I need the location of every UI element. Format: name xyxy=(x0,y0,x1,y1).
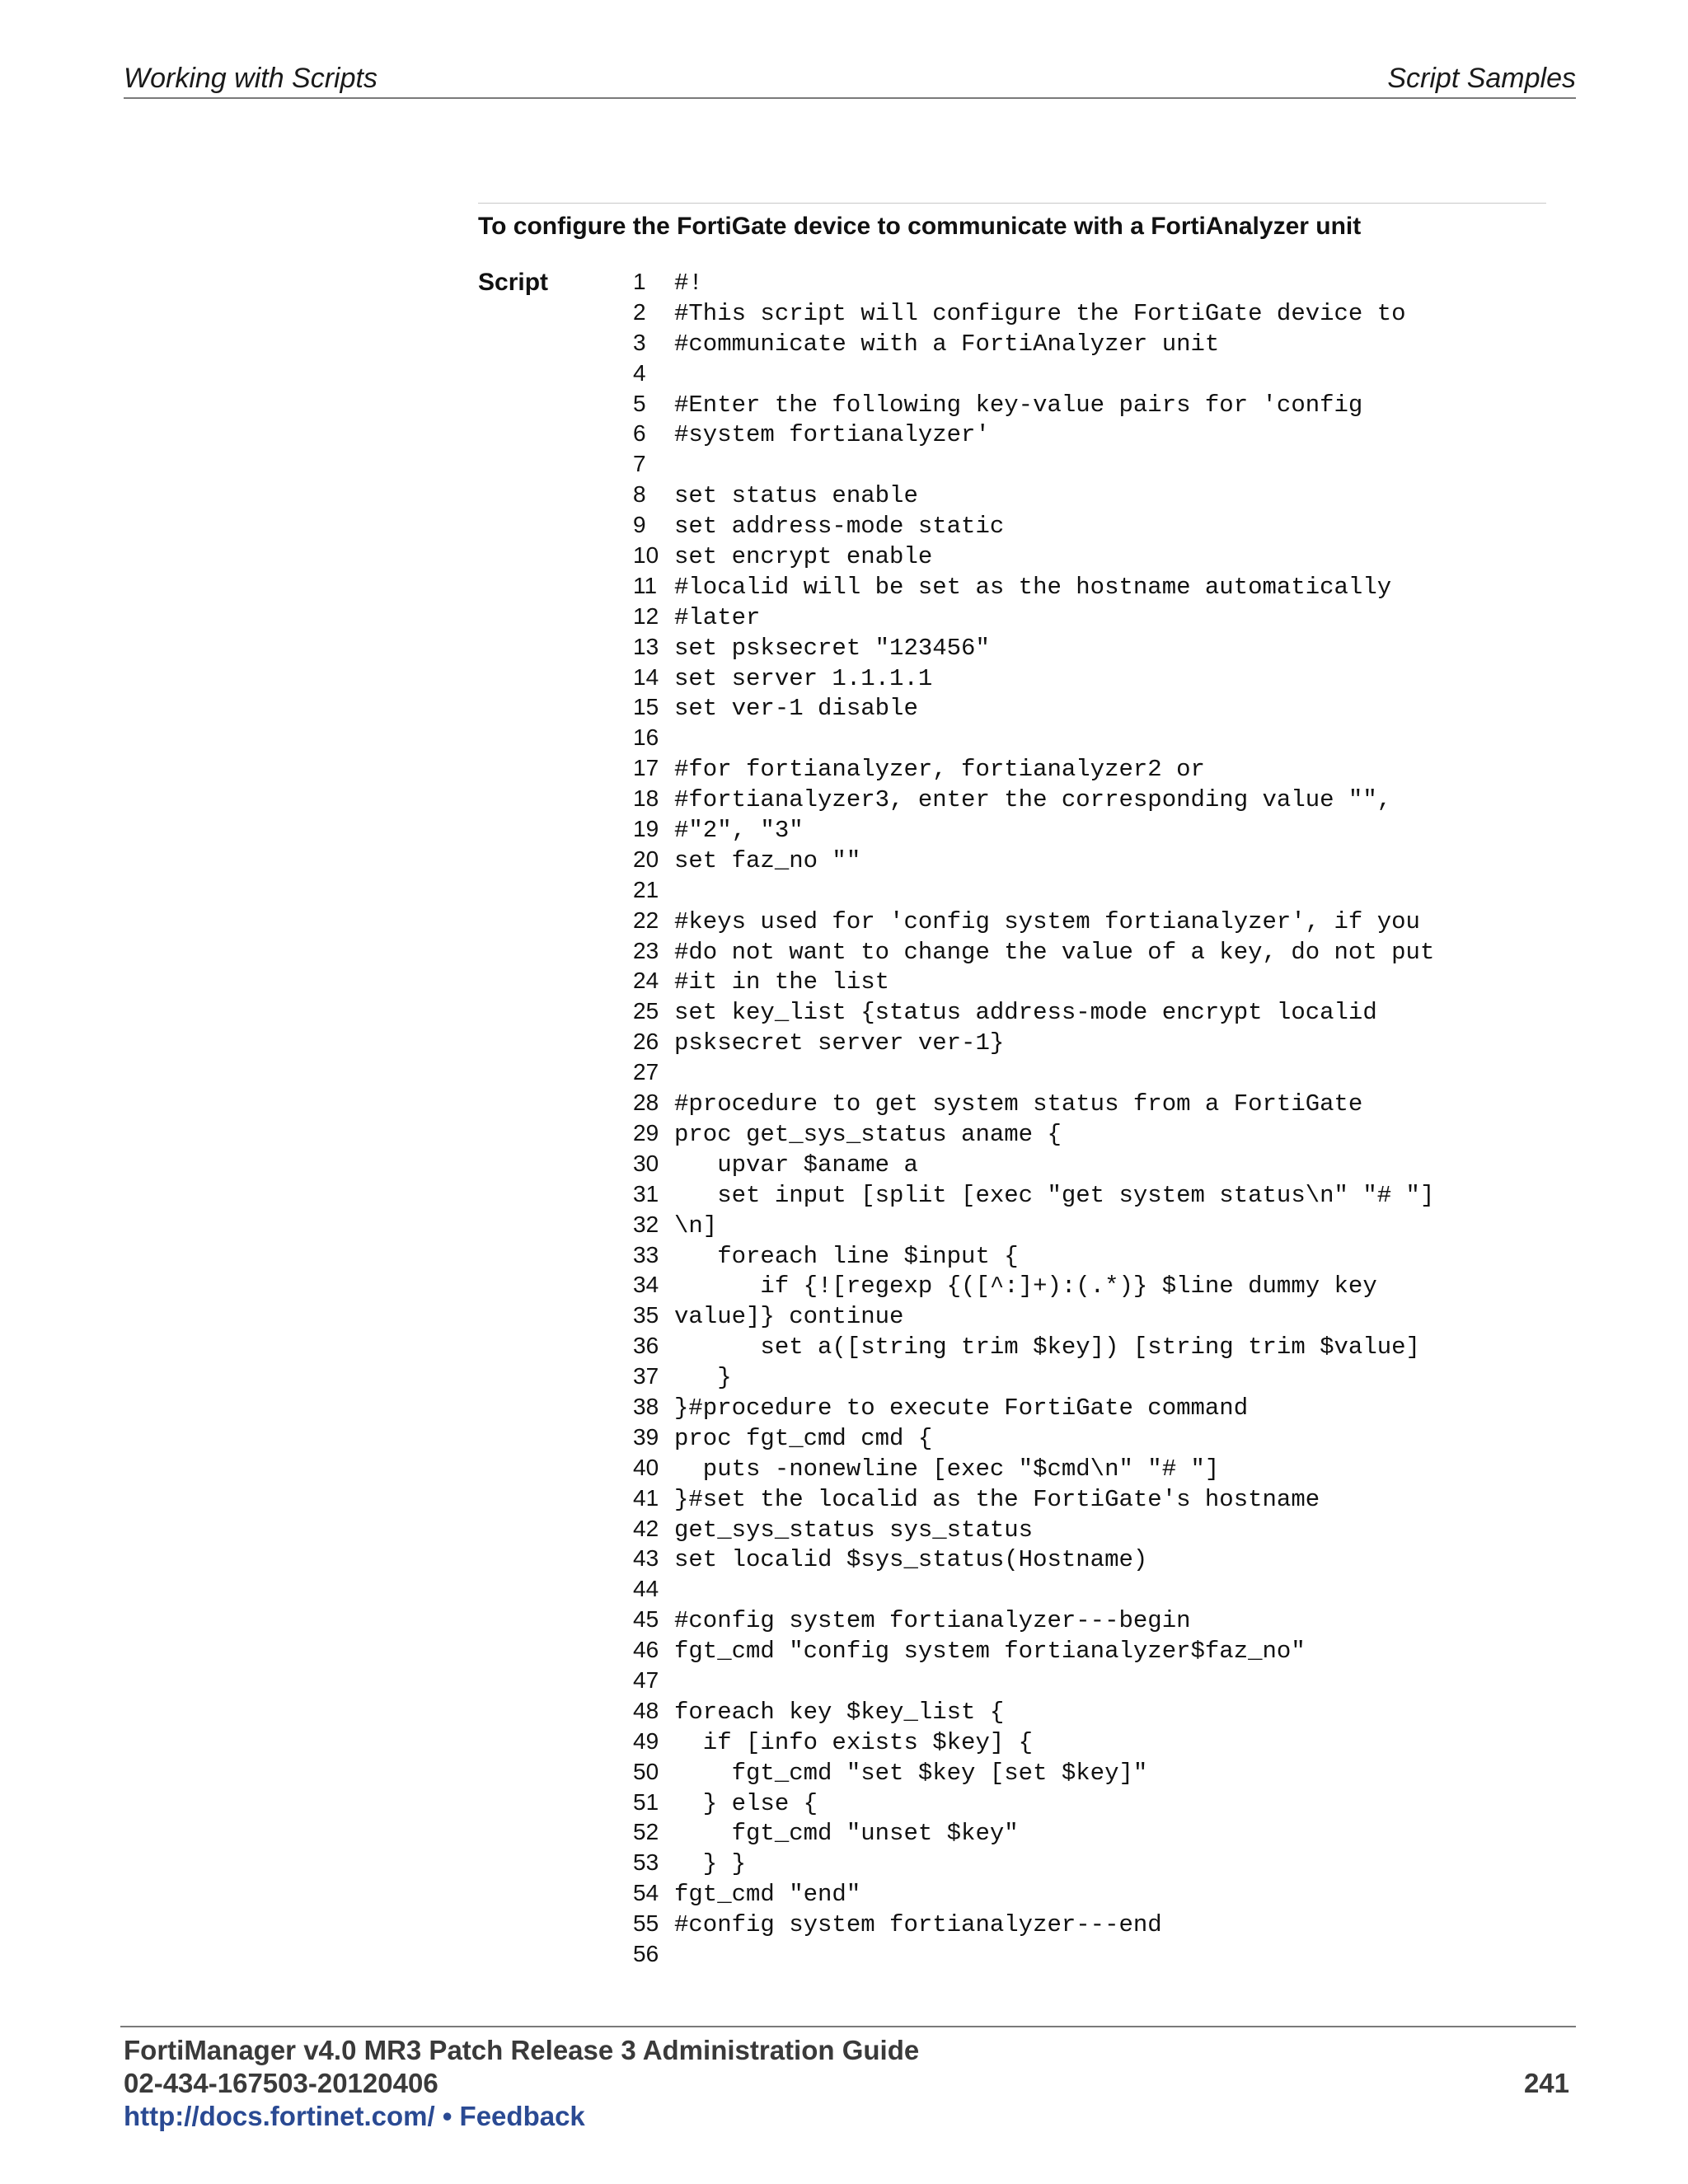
code-line xyxy=(633,1635,1434,1666)
code-text: if {![regexp {([^:]+):(.*)} $line dummy key xyxy=(674,1272,1377,1301)
line-number: 45 xyxy=(633,1606,659,1633)
line-number: 47 xyxy=(633,1666,659,1693)
line-number: 15 xyxy=(633,694,659,720)
line-number: 14 xyxy=(633,663,659,690)
code-line xyxy=(633,1179,1434,1210)
code-line xyxy=(633,1331,1434,1361)
line-number: 4 xyxy=(633,359,646,386)
line-number: 52 xyxy=(633,1819,659,1845)
code-line xyxy=(633,1361,1434,1392)
code-text: upvar $aname a xyxy=(674,1151,918,1179)
code-text: value]} continue xyxy=(674,1303,904,1331)
line-number: 16 xyxy=(633,724,659,751)
code-line xyxy=(633,389,1434,419)
code-line xyxy=(633,1696,1434,1727)
code-line xyxy=(633,936,1434,967)
code-text: } } xyxy=(674,1850,747,1878)
code-line xyxy=(633,1817,1434,1848)
code-line xyxy=(633,1057,1434,1088)
line-number: 19 xyxy=(633,816,659,842)
code-text: #config system fortianalyzer---end xyxy=(674,1911,1162,1939)
line-number: 49 xyxy=(633,1727,659,1754)
line-number: 29 xyxy=(633,1119,659,1146)
code-line xyxy=(633,1939,1434,1970)
line-number: 26 xyxy=(633,1029,659,1055)
code-text: #communicate with a FortiAnalyzer unit xyxy=(674,330,1220,358)
code-line xyxy=(633,1909,1434,1939)
code-line xyxy=(633,1301,1434,1331)
line-number: 8 xyxy=(633,481,646,508)
page-footer xyxy=(120,2026,1576,2133)
code-line xyxy=(633,1088,1434,1118)
code-text: puts -nonewline [exec "$cmd\n" "# "] xyxy=(674,1455,1220,1483)
code-line xyxy=(633,602,1434,632)
code-text: fgt_cmd "set $key [set $key]" xyxy=(674,1759,1148,1787)
line-number: 55 xyxy=(633,1910,659,1937)
code-text: #it in the list xyxy=(674,968,890,996)
code-line xyxy=(633,692,1434,723)
code-line xyxy=(633,1514,1434,1544)
code-text: \n] xyxy=(674,1212,718,1240)
code-line xyxy=(633,1666,1434,1696)
code-text: } else { xyxy=(674,1789,818,1817)
code-text: set a([string trim $key]) [string trim $value] xyxy=(674,1333,1420,1361)
code-line xyxy=(633,996,1434,1027)
code-text: if [info exists $key] { xyxy=(674,1728,1034,1756)
line-number: 3 xyxy=(633,329,646,355)
code-line xyxy=(633,753,1434,784)
line-number: 6 xyxy=(633,420,646,447)
line-number: 56 xyxy=(633,1940,659,1966)
code-line xyxy=(633,1270,1434,1301)
line-number: 17 xyxy=(633,755,659,781)
code-line xyxy=(633,845,1434,875)
line-number: 38 xyxy=(633,1393,659,1419)
code-line xyxy=(633,298,1434,328)
code-text: foreach line $input { xyxy=(674,1242,1019,1270)
line-number: 48 xyxy=(633,1697,659,1723)
code-line xyxy=(633,1027,1434,1057)
code-line xyxy=(633,480,1434,510)
code-text: }#set the localid as the FortiGate's hostname xyxy=(674,1485,1320,1513)
code-line xyxy=(633,1757,1434,1788)
code-text: #"2", "3" xyxy=(674,817,804,845)
code-line xyxy=(633,1544,1434,1574)
line-number: 44 xyxy=(633,1576,659,1602)
line-number: 24 xyxy=(633,968,659,994)
line-number: 30 xyxy=(633,1150,659,1176)
line-number: 21 xyxy=(633,876,659,902)
code-text: foreach key $key_list { xyxy=(674,1698,1005,1726)
code-line xyxy=(633,510,1434,541)
chapter-title: Working with Scripts xyxy=(124,63,377,94)
code-line xyxy=(633,1574,1434,1605)
code-text: #system fortianalyzer' xyxy=(674,421,990,449)
link-separator: • xyxy=(434,2101,460,2131)
line-number: 10 xyxy=(633,542,659,569)
line-number: 11 xyxy=(633,572,658,598)
code-line xyxy=(633,1392,1434,1422)
code-line xyxy=(633,1210,1434,1240)
code-line xyxy=(633,814,1434,845)
code-line xyxy=(633,1422,1434,1453)
line-number: 5 xyxy=(633,390,646,416)
line-number: 20 xyxy=(633,846,659,872)
line-number: 34 xyxy=(633,1272,659,1298)
code-text: #Enter the following key-value pairs for 'config xyxy=(674,391,1363,419)
code-text: set faz_no "" xyxy=(674,846,861,874)
code-line xyxy=(633,1118,1434,1149)
code-text: set key_list {status address-mode encrypt localid xyxy=(674,999,1377,1027)
code-line xyxy=(633,1483,1434,1514)
code-line xyxy=(633,1788,1434,1818)
guide-title: FortiManager v4.0 MR3 Patch Release 3 Administration Guide xyxy=(124,2035,920,2065)
code-text: #do not want to change the value of a key, do not put xyxy=(674,938,1435,966)
line-number: 7 xyxy=(633,451,646,477)
page-number: 241 xyxy=(1523,2068,1569,2098)
code-line xyxy=(633,328,1434,359)
code-line xyxy=(633,632,1434,663)
line-number: 40 xyxy=(633,1454,659,1480)
code-text: set address-mode static xyxy=(674,513,1005,541)
code-line xyxy=(633,541,1434,571)
code-line xyxy=(633,267,1434,298)
docs-link[interactable]: http://docs.fortinet.com/ xyxy=(124,2101,435,2131)
line-number: 1 xyxy=(633,269,646,294)
code-line xyxy=(633,966,1434,996)
code-text: psksecret server ver-1} xyxy=(674,1029,1005,1057)
line-number: 9 xyxy=(633,512,646,538)
feedback-link[interactable]: Feedback xyxy=(459,2101,585,2131)
line-number: 13 xyxy=(633,633,659,659)
code-text: fgt_cmd "end" xyxy=(674,1881,861,1909)
procedure-title: To configure the FortiGate device to communicate with a FortiAnalyzer unit xyxy=(478,213,1362,240)
procedure-block xyxy=(478,203,1546,1966)
code-text: get_sys_status sys_status xyxy=(674,1516,1034,1544)
code-line xyxy=(633,1605,1434,1635)
code-line xyxy=(633,571,1434,602)
code-line xyxy=(633,723,1434,753)
line-number: 46 xyxy=(633,1637,659,1663)
document-id: 02-434-167503-20120406 xyxy=(124,2068,438,2098)
code-text: set ver-1 disable xyxy=(674,695,918,723)
code-text: #localid will be set as the hostname automatically xyxy=(674,573,1392,601)
line-number: 12 xyxy=(633,602,659,629)
line-number: 27 xyxy=(633,1059,659,1085)
code-line xyxy=(633,1878,1434,1909)
code-text: set encrypt enable xyxy=(674,543,933,571)
code-text: set status enable xyxy=(674,482,918,510)
code-text: fgt_cmd "config system fortianalyzer$faz_no" xyxy=(674,1638,1306,1666)
line-number: 41 xyxy=(633,1484,659,1511)
code-text: #fortianalyzer3, enter the corresponding value "", xyxy=(674,786,1392,814)
line-number: 51 xyxy=(633,1788,659,1815)
code-text: proc get_sys_status aname { xyxy=(674,1120,1062,1148)
line-number: 42 xyxy=(633,1515,659,1541)
line-number: 32 xyxy=(633,1211,659,1237)
line-number: 54 xyxy=(633,1880,659,1906)
code-line xyxy=(633,1149,1434,1179)
section-title: Script Samples xyxy=(1387,63,1576,94)
code-text: #procedure to get system status from a FortiGate xyxy=(674,1090,1363,1118)
line-number: 18 xyxy=(633,785,659,812)
script-label: Script xyxy=(478,269,549,296)
line-number: 28 xyxy=(633,1090,659,1116)
code-text: }#procedure to execute FortiGate command xyxy=(674,1394,1249,1422)
line-number: 37 xyxy=(633,1363,659,1390)
code-text: } xyxy=(674,1364,732,1392)
code-text: #! xyxy=(674,269,703,297)
code-line xyxy=(633,1240,1434,1271)
code-text: #for fortianalyzer, fortianalyzer2 or xyxy=(674,756,1205,784)
line-number: 50 xyxy=(633,1758,659,1784)
code-text: fgt_cmd "unset $key" xyxy=(674,1820,1019,1848)
line-number: 43 xyxy=(633,1545,659,1572)
code-line xyxy=(633,1727,1434,1757)
line-number: 25 xyxy=(633,998,659,1024)
code-line xyxy=(633,419,1434,449)
code-text: set server 1.1.1.1 xyxy=(674,664,933,692)
line-number: 39 xyxy=(633,1423,659,1450)
code-text: set psksecret "123456" xyxy=(674,634,990,662)
line-number: 33 xyxy=(633,1241,659,1268)
code-line xyxy=(633,359,1434,389)
line-number: 2 xyxy=(633,298,646,325)
code-line xyxy=(633,663,1434,693)
code-text: #keys used for 'config system fortianalyzer', if you xyxy=(674,907,1420,935)
running-header xyxy=(124,59,1576,99)
line-number: 22 xyxy=(633,907,659,933)
code-text: set localid $sys_status(Hostname) xyxy=(674,1546,1148,1574)
line-number: 23 xyxy=(633,937,659,963)
line-number: 53 xyxy=(633,1849,659,1876)
code-line xyxy=(633,1453,1434,1483)
code-line xyxy=(633,784,1434,814)
line-number: 31 xyxy=(633,1180,659,1207)
line-number: 35 xyxy=(633,1302,659,1329)
code-text: set input [split [exec "get system status\n" "# "] xyxy=(674,1181,1435,1209)
code-line xyxy=(633,1848,1434,1878)
line-number: 36 xyxy=(633,1333,659,1359)
footer-links xyxy=(124,2100,1576,2133)
code-text: #config system fortianalyzer---begin xyxy=(674,1607,1191,1635)
code-text: proc fgt_cmd cmd { xyxy=(674,1424,933,1452)
code-line xyxy=(633,875,1434,906)
code-text: #This script will configure the FortiGate device to xyxy=(674,299,1406,327)
code-line xyxy=(633,906,1434,936)
script-code-listing xyxy=(633,267,1434,1970)
code-text: #later xyxy=(674,603,761,631)
code-line xyxy=(633,449,1434,480)
